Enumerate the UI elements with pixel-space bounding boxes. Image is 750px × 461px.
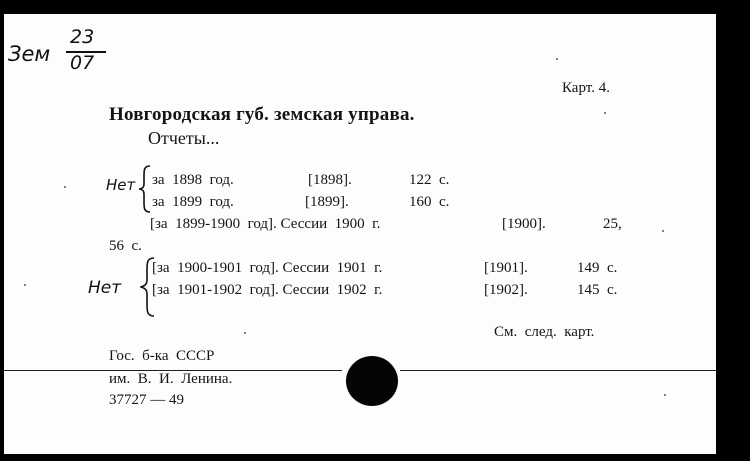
handwritten-code-prefix: Зем [8, 42, 51, 66]
speck [604, 112, 606, 114]
library-line-3: 37727 — 49 [109, 392, 184, 408]
entry-2-period: за 1899 год. [152, 194, 234, 210]
library-line-2: им. В. И. Ленина. [109, 371, 233, 387]
handwritten-annotation-net: Нет [106, 176, 136, 194]
speck [556, 58, 558, 60]
speck [64, 186, 66, 188]
card-subheading: Отчеты... [148, 128, 220, 148]
speck [662, 230, 664, 232]
entry-5-period: [за 1901-1902 год]. Сессии 1902 г. [152, 282, 383, 298]
card-guide-line-right [400, 370, 716, 371]
entry-2-year: [1899]. [305, 194, 349, 210]
speck [664, 394, 666, 396]
entry-4-period: [за 1900-1901 год]. Сессии 1901 г. [152, 260, 383, 276]
entry-3-year: [1900]. [502, 216, 546, 232]
handwritten-code-denominator: 07 [70, 52, 95, 74]
see-next-card: См. след. карт. [494, 324, 595, 340]
entry-4-year: [1901]. [484, 260, 528, 276]
card-guide-line-left [4, 370, 342, 371]
entry-1-period: за 1898 год. [152, 172, 234, 188]
handwritten-code-numerator: 23 [70, 26, 95, 48]
entry-2-pages: 160 с. [409, 194, 450, 210]
entry-3-pages: 25, [603, 216, 622, 232]
card-number: Карт. 4. [562, 80, 610, 96]
punch-hole-blot [346, 356, 398, 406]
entry-4-pages: 149 с. [577, 260, 618, 276]
entry-5-year: [1902]. [484, 282, 528, 298]
card-heading: Новгородская губ. земская управа. [109, 104, 415, 125]
speck [244, 332, 246, 334]
speck [24, 284, 26, 286]
entry-1-pages: 122 с. [409, 172, 450, 188]
library-line-1: Гос. б-ка СССР [109, 348, 215, 364]
brace-group-1-icon [138, 164, 152, 214]
catalog-card [4, 14, 716, 454]
entry-3-continuation: 56 с. [109, 238, 142, 254]
entry-5-pages: 145 с. [577, 282, 618, 298]
entry-3-period: [за 1899-1900 год]. Сессии 1900 г. [150, 216, 381, 232]
handwritten-annotation-net-2: Нет [88, 278, 122, 298]
entry-1-year: [1898]. [308, 172, 352, 188]
